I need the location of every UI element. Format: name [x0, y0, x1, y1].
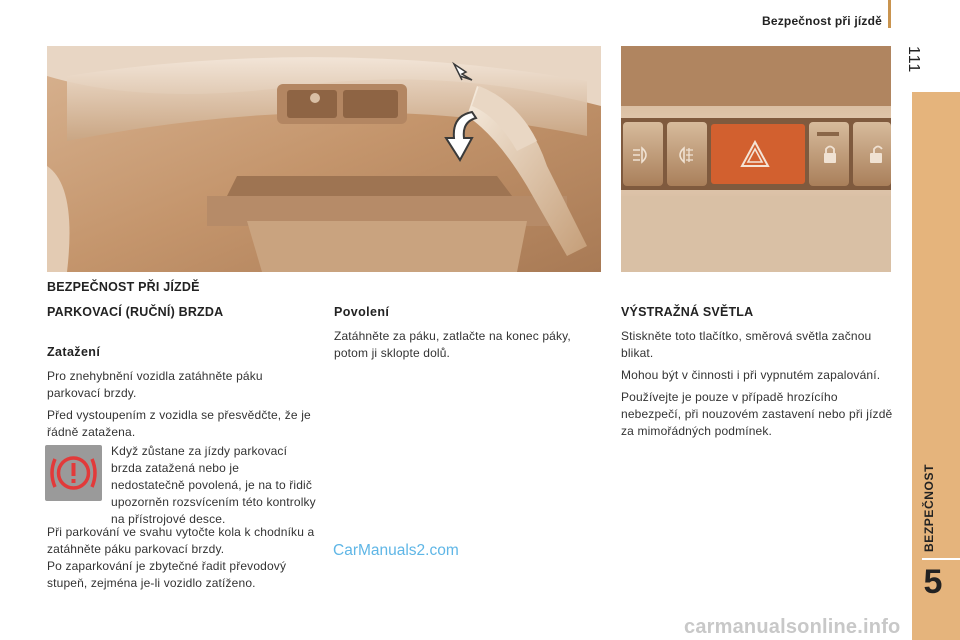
brake-warning-light — [45, 445, 102, 501]
parking-brake-photo — [47, 46, 601, 272]
apply-paragraph-3: Když zůstane za jízdy parkovací brzda zatažená nebo je nedostatečně povolená, je na to řidič upozorněn rozsvícením této kontrolky na přístrojové desce. — [111, 444, 316, 526]
apply-paragraph-5: Po zaparkování je zbytečné řadit převodový stupeň, zejména je-li vozidlo zatíženo. — [47, 559, 287, 590]
hazard-paragraph-2: Mohou být v činnosti i při vypnutém zapalování. — [621, 368, 881, 382]
release-column — [334, 305, 602, 362]
apply-paragraph-2: Před vystoupením z vozidla se přesvědčte, že je řádně zatažena. — [47, 408, 311, 439]
apply-paragraph-1: Pro znehybnění vozidla zatáhněte páku parkovací brzdy. — [47, 369, 263, 400]
site-watermark[interactable]: CarManuals2.com — [333, 542, 459, 559]
hazard-paragraph-1: Stiskněte toto tlačítko, směrová světla začnou blikat. — [621, 329, 872, 360]
parking-brake-column — [47, 305, 317, 441]
chapter-tab-divider — [922, 558, 960, 560]
brake-warning-icon — [45, 445, 102, 501]
lock-icon — [822, 144, 838, 164]
parking-brake-title: PARKOVACÍ (RUČNÍ) BRZDA — [47, 305, 224, 319]
pointer-arrow-icon — [452, 60, 474, 82]
apply-paragraph-4: Při parkování ve svahu vytočte kola k chodníku a zatáhněte páku parkovací brzdy. — [47, 525, 315, 556]
unlock-icon — [868, 144, 886, 164]
hazard-title: VÝSTRAŽNÁ SVĚTLA — [621, 305, 754, 319]
fog-light-rear-icon — [674, 146, 696, 164]
apply-title: Zatažení — [47, 345, 101, 359]
header-divider — [888, 0, 891, 28]
hazard-paragraph-3: Používejte je pouze v případě hrozícího nebezpečí, při nouzovém zastavení nebo při jízdě za mimořádných podmínek. — [621, 390, 893, 438]
section-title: BEZPEČNOST PŘI JÍZDĚ — [47, 280, 200, 294]
running-header: Bezpečnost při jízdě — [761, 14, 882, 28]
release-paragraph-1: Zatáhněte za páku, zatlačte na konec páky, potom ji sklopte dolů. — [334, 329, 571, 360]
chapter-number: 5 — [923, 563, 943, 601]
fog-light-front-icon — [630, 146, 652, 164]
curved-arrow-icon — [440, 108, 480, 164]
hazard-column — [621, 305, 893, 440]
hazard-triangle-icon[interactable] — [740, 140, 770, 168]
release-title: Povolení — [334, 305, 390, 319]
page-number: 111 — [905, 46, 922, 74]
chapter-tab-label: BEZPEČNOST — [922, 463, 936, 552]
footer-watermark[interactable]: carmanualsonline.info — [684, 616, 901, 638]
